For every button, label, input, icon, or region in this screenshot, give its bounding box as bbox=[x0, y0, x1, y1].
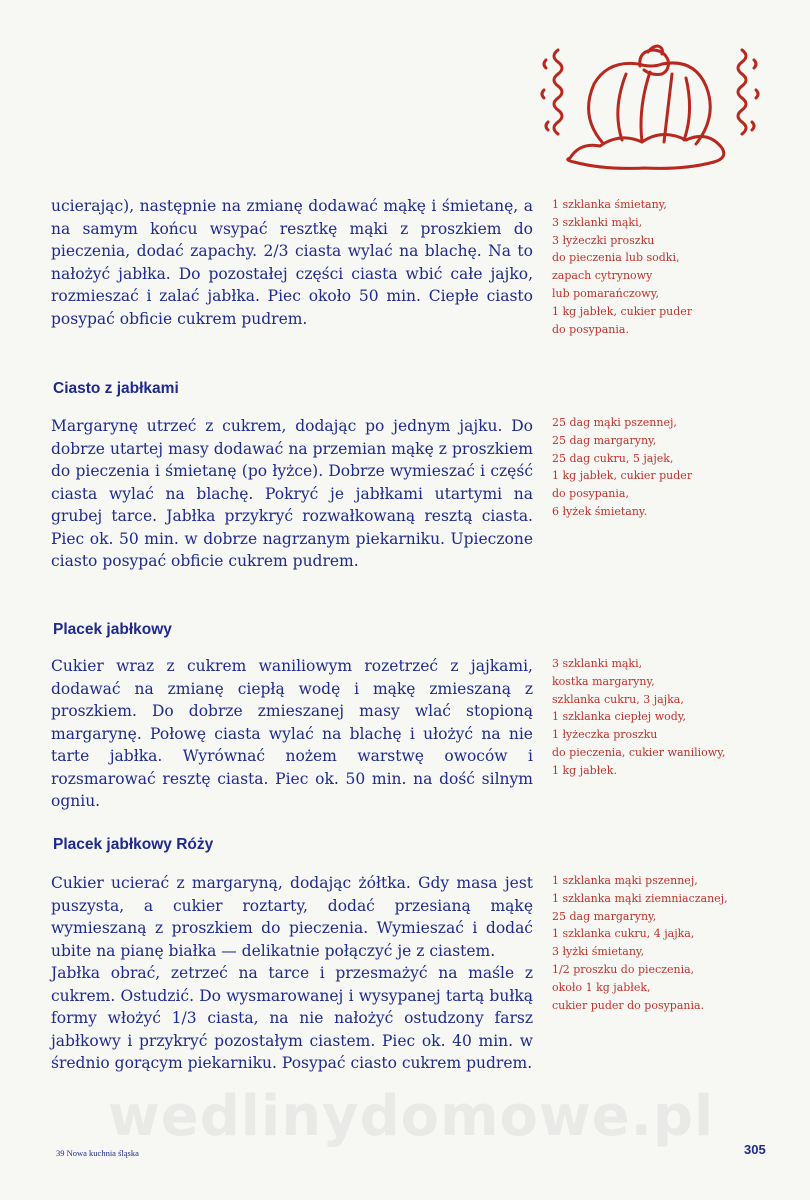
ingredient-line: zapach cytrynowy bbox=[552, 269, 653, 283]
ingredient-line: 1 szklanka śmietany, bbox=[552, 198, 667, 211]
ingredient-line: 1/2 proszku do pieczenia, bbox=[552, 962, 695, 976]
ingredient-line: cukier puder do posypania. bbox=[552, 998, 705, 1012]
apple-pastry-illustration-icon bbox=[530, 30, 770, 180]
ingredient-line: 25 dag mąki pszennej, bbox=[552, 416, 677, 429]
ingredients-list-placek-jablkowy-rozy bbox=[552, 872, 802, 1014]
recipe-paragraph: Cukier ucierać z margaryną, dodając żółtka. Gdy masa jest puszysta, a cukier roztarty, dodać przesianą mąkę wymieszaną z proszkiem do pieczenia. Wymieszać i dodać ubite na pianę białka — delikatnie połączyć je z ciastem. bbox=[51, 874, 533, 960]
ingredient-line: 3 łyżki śmietany, bbox=[552, 945, 645, 959]
ingredient-line: 25 dag cukru, 5 jajek, bbox=[552, 451, 674, 465]
ingredient-line: do posypania. bbox=[552, 322, 629, 336]
ingredient-line: 1 szklanka cukru, 4 jajka, bbox=[552, 927, 695, 941]
recipe-paragraph: Jabłka obrać, zetrzeć na tarce i przesmażyć na maśle z cukrem. Ostudzić. Do wysmarowanej i wysypanej tartą bułką formy włożyć 1/3 ciasta, na nie nałożyć ostudzony farsz jabłkowy i przykryć pozostałym ciastem. Piec ok. 40 min. w średnio gorącym piekarniku. Posypać ciasto cukrem pudrem. bbox=[51, 964, 533, 1072]
ingredient-line: 1 kg jabłek, cukier puder bbox=[552, 304, 693, 318]
footer-book-info: 39 Nowa kuchnia śląska bbox=[56, 1148, 139, 1158]
ingredient-line: kostka margaryny, bbox=[552, 674, 655, 688]
watermark: wedlinydomowe.pl bbox=[108, 1084, 715, 1149]
ingredient-line: do pieczenia lub sodki, bbox=[552, 251, 680, 265]
ingredient-line: 1 szklanka mąki pszennej, bbox=[552, 874, 698, 887]
ingredient-line: 3 łyżeczki proszku bbox=[552, 233, 655, 247]
ingredient-line: 1 kg jabłek. bbox=[552, 763, 617, 777]
ingredient-line: szklanka cukru, 3 jajka, bbox=[552, 692, 684, 706]
ingredients-list-ciasto-z-jablkami bbox=[552, 414, 802, 521]
ingredient-line: 25 dag margaryny, bbox=[552, 433, 657, 447]
ingredient-line: 6 łyżek śmietany. bbox=[552, 504, 648, 518]
ingredient-line: 1 kg jabłek, cukier puder bbox=[552, 469, 693, 483]
recipe-title-placek-jablkowy-rozy: Placek jabłkowy Róży bbox=[53, 836, 214, 853]
ingredient-line: 1 szklanka ciepłej wody, bbox=[552, 710, 687, 724]
ingredient-line: 3 szklanki mąki, bbox=[552, 657, 643, 670]
ingredient-line: 25 dag margaryny, bbox=[552, 909, 657, 923]
ingredient-line: 1 szklanka mąki ziemniaczanej, bbox=[552, 891, 728, 905]
ingredient-line: do posypania, bbox=[552, 487, 629, 501]
recipe-paragraph: Margarynę utrzeć z cukrem, dodając po jednym jajku. Do dobrze utartej masy dodawać na przemian mąkę z proszkiem do pieczenia i śmietanę (po łyżce). Dobrze wymieszać i część ciasta wylać na blachę. Pokryć je jabłkami utartymi na grubej tarce. Jabłka przykryć rozwałkowaną resztą ciasta. Piec ok. 50 min. w dobrze nagrzanym piekarniku. Upieczone ciasto posypać obficie cukrem pudrem. bbox=[51, 417, 533, 570]
ingredients-list-continued bbox=[552, 196, 802, 338]
recipe-title-ciasto-z-jablkami: Ciasto z jabłkami bbox=[53, 380, 179, 397]
recipe-text-ciasto-z-jablkami bbox=[51, 415, 533, 573]
recipe-text-placek-jablkowy bbox=[51, 655, 533, 813]
recipe-text-placek-jablkowy-rozy bbox=[51, 872, 533, 1075]
ingredient-line: lub pomarańczowy, bbox=[552, 286, 659, 300]
continued-recipe-text bbox=[51, 195, 533, 330]
ingredient-line: do pieczenia, cukier waniliowy, bbox=[552, 745, 726, 759]
page-number: 305 bbox=[744, 1142, 766, 1157]
ingredient-line: około 1 kg jabłek, bbox=[552, 980, 651, 994]
recipe-title-placek-jablkowy: Placek jabłkowy bbox=[53, 621, 172, 638]
ingredients-list-placek-jablkowy bbox=[552, 655, 802, 780]
ingredient-line: 3 szklanki mąki, bbox=[552, 215, 643, 229]
ingredient-line: 1 łyżeczka proszku bbox=[552, 728, 658, 742]
recipe-paragraph: ucierając), następnie na zmianę dodawać mąkę i śmietanę, a na samym końcu wsypać resztkę mąki z proszkiem do pieczenia, dodać zapachy. 2/3 ciasta wylać na blachę. Na to nałożyć jabłka. Do pozostałej części ciasta wbić całe jajko, rozmieszać i zalać jabłka. Piec około 50 min. Ciepłe ciasto posypać obficie cukrem pudrem. bbox=[51, 197, 533, 328]
recipe-paragraph: Cukier wraz z cukrem waniliowym rozetrzeć z jajkami, dodawać na zmianę ciepłą wodę i mąkę zmieszaną z proszkiem. Do dobrze zmieszanej masy wlać stopioną margarynę. Połowę ciasta wylać na blachę i ułożyć na nie tarte jabłka. Wyrównać nożem warstwę owoców i rozsmarować resztę ciasta. Piec ok. 50 min. na dość silnym ogniu. bbox=[51, 657, 533, 810]
